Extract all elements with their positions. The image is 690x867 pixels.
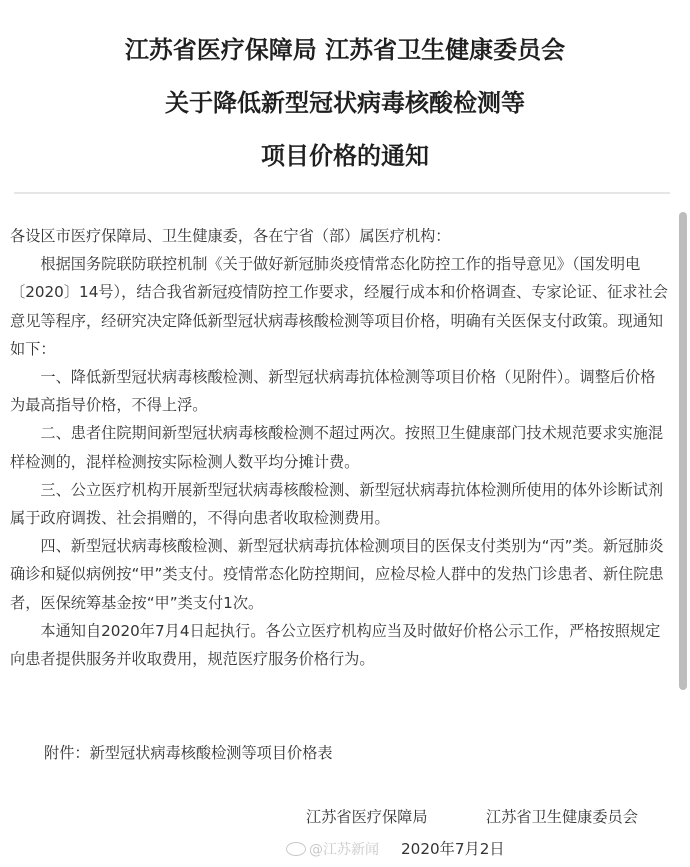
- paragraph-intro: 根据国务院联防联控机制《关于做好新冠肺炎疫情常态化防控工作的指导意见》（国发明电〔2020〕14号），结合我省新冠疫情防控工作要求，经履行成本和价格调查、专家论证、征求社会意见等程序，经研究决定降低新型冠状病毒核酸检测等项目价格，明确有关医保支付政策。现通知如下：: [10, 255, 668, 358]
- document-body: [10, 222, 670, 673]
- signature-health-commission: 江苏省卫生健康委员会: [486, 808, 638, 826]
- watermark-text: @江苏新闻: [309, 842, 379, 858]
- paragraph-2: 二、患者住院期间新型冠状病毒核酸检测不超过两次。按照卫生健康部门技术规范要求实施混样检测的，混样检测按实际检测人数平均分摊计费。: [10, 424, 664, 471]
- header-divider: [14, 192, 670, 194]
- paragraph-4: 四、新型冠状病毒核酸检测、新型冠状病毒抗体检测项目的医保支付类别为“丙”类。新冠肺炎确诊和疑似病例按“甲”类支付。疫情常态化防控期间，应检尽检人群中的发热门诊患者、新住院患者，医保统筹基金按“甲”类支付1次。: [10, 537, 664, 612]
- paragraph-effective: 本通知自2020年7月4日起执行。各公立医疗机构应当及时做好价格公示工作，严格按照规定向患者提供服务并收取费用，规范医疗服务价格行为。: [10, 621, 661, 669]
- salutation: 各设区市医疗保障局、卫生健康委，各在宁省（部）属医疗机构：: [10, 227, 451, 245]
- attachment-note: 附件：新型冠状病毒核酸检测等项目价格表: [44, 744, 333, 762]
- paragraph-3: 三、公立医疗机构开展新型冠状病毒核酸检测、新型冠状病毒抗体检测所使用的体外诊断试剂属于政府调拨、社会捐赠的，不得向患者收取检测费用。: [10, 480, 664, 528]
- title-line-3: 项目价格的通知: [261, 142, 429, 170]
- scrollbar[interactable]: [679, 212, 687, 690]
- watermark: [286, 839, 379, 859]
- weibo-icon: [286, 842, 306, 856]
- paragraph-1: 一、降低新型冠状病毒核酸检测、新型冠状病毒抗体检测等项目价格（见附件）。调整后价格为最高指导价格，不得上浮。: [10, 368, 656, 415]
- title-line-1: 江苏省医疗保障局 江苏省卫生健康委员会: [124, 36, 566, 64]
- signature-medical-security: 江苏省医疗保障局: [306, 808, 428, 826]
- document-date: 2020年7月2日: [401, 840, 505, 858]
- title-line-2: 关于降低新型冠状病毒核酸检测等: [165, 89, 525, 117]
- document-header: [0, 0, 690, 193]
